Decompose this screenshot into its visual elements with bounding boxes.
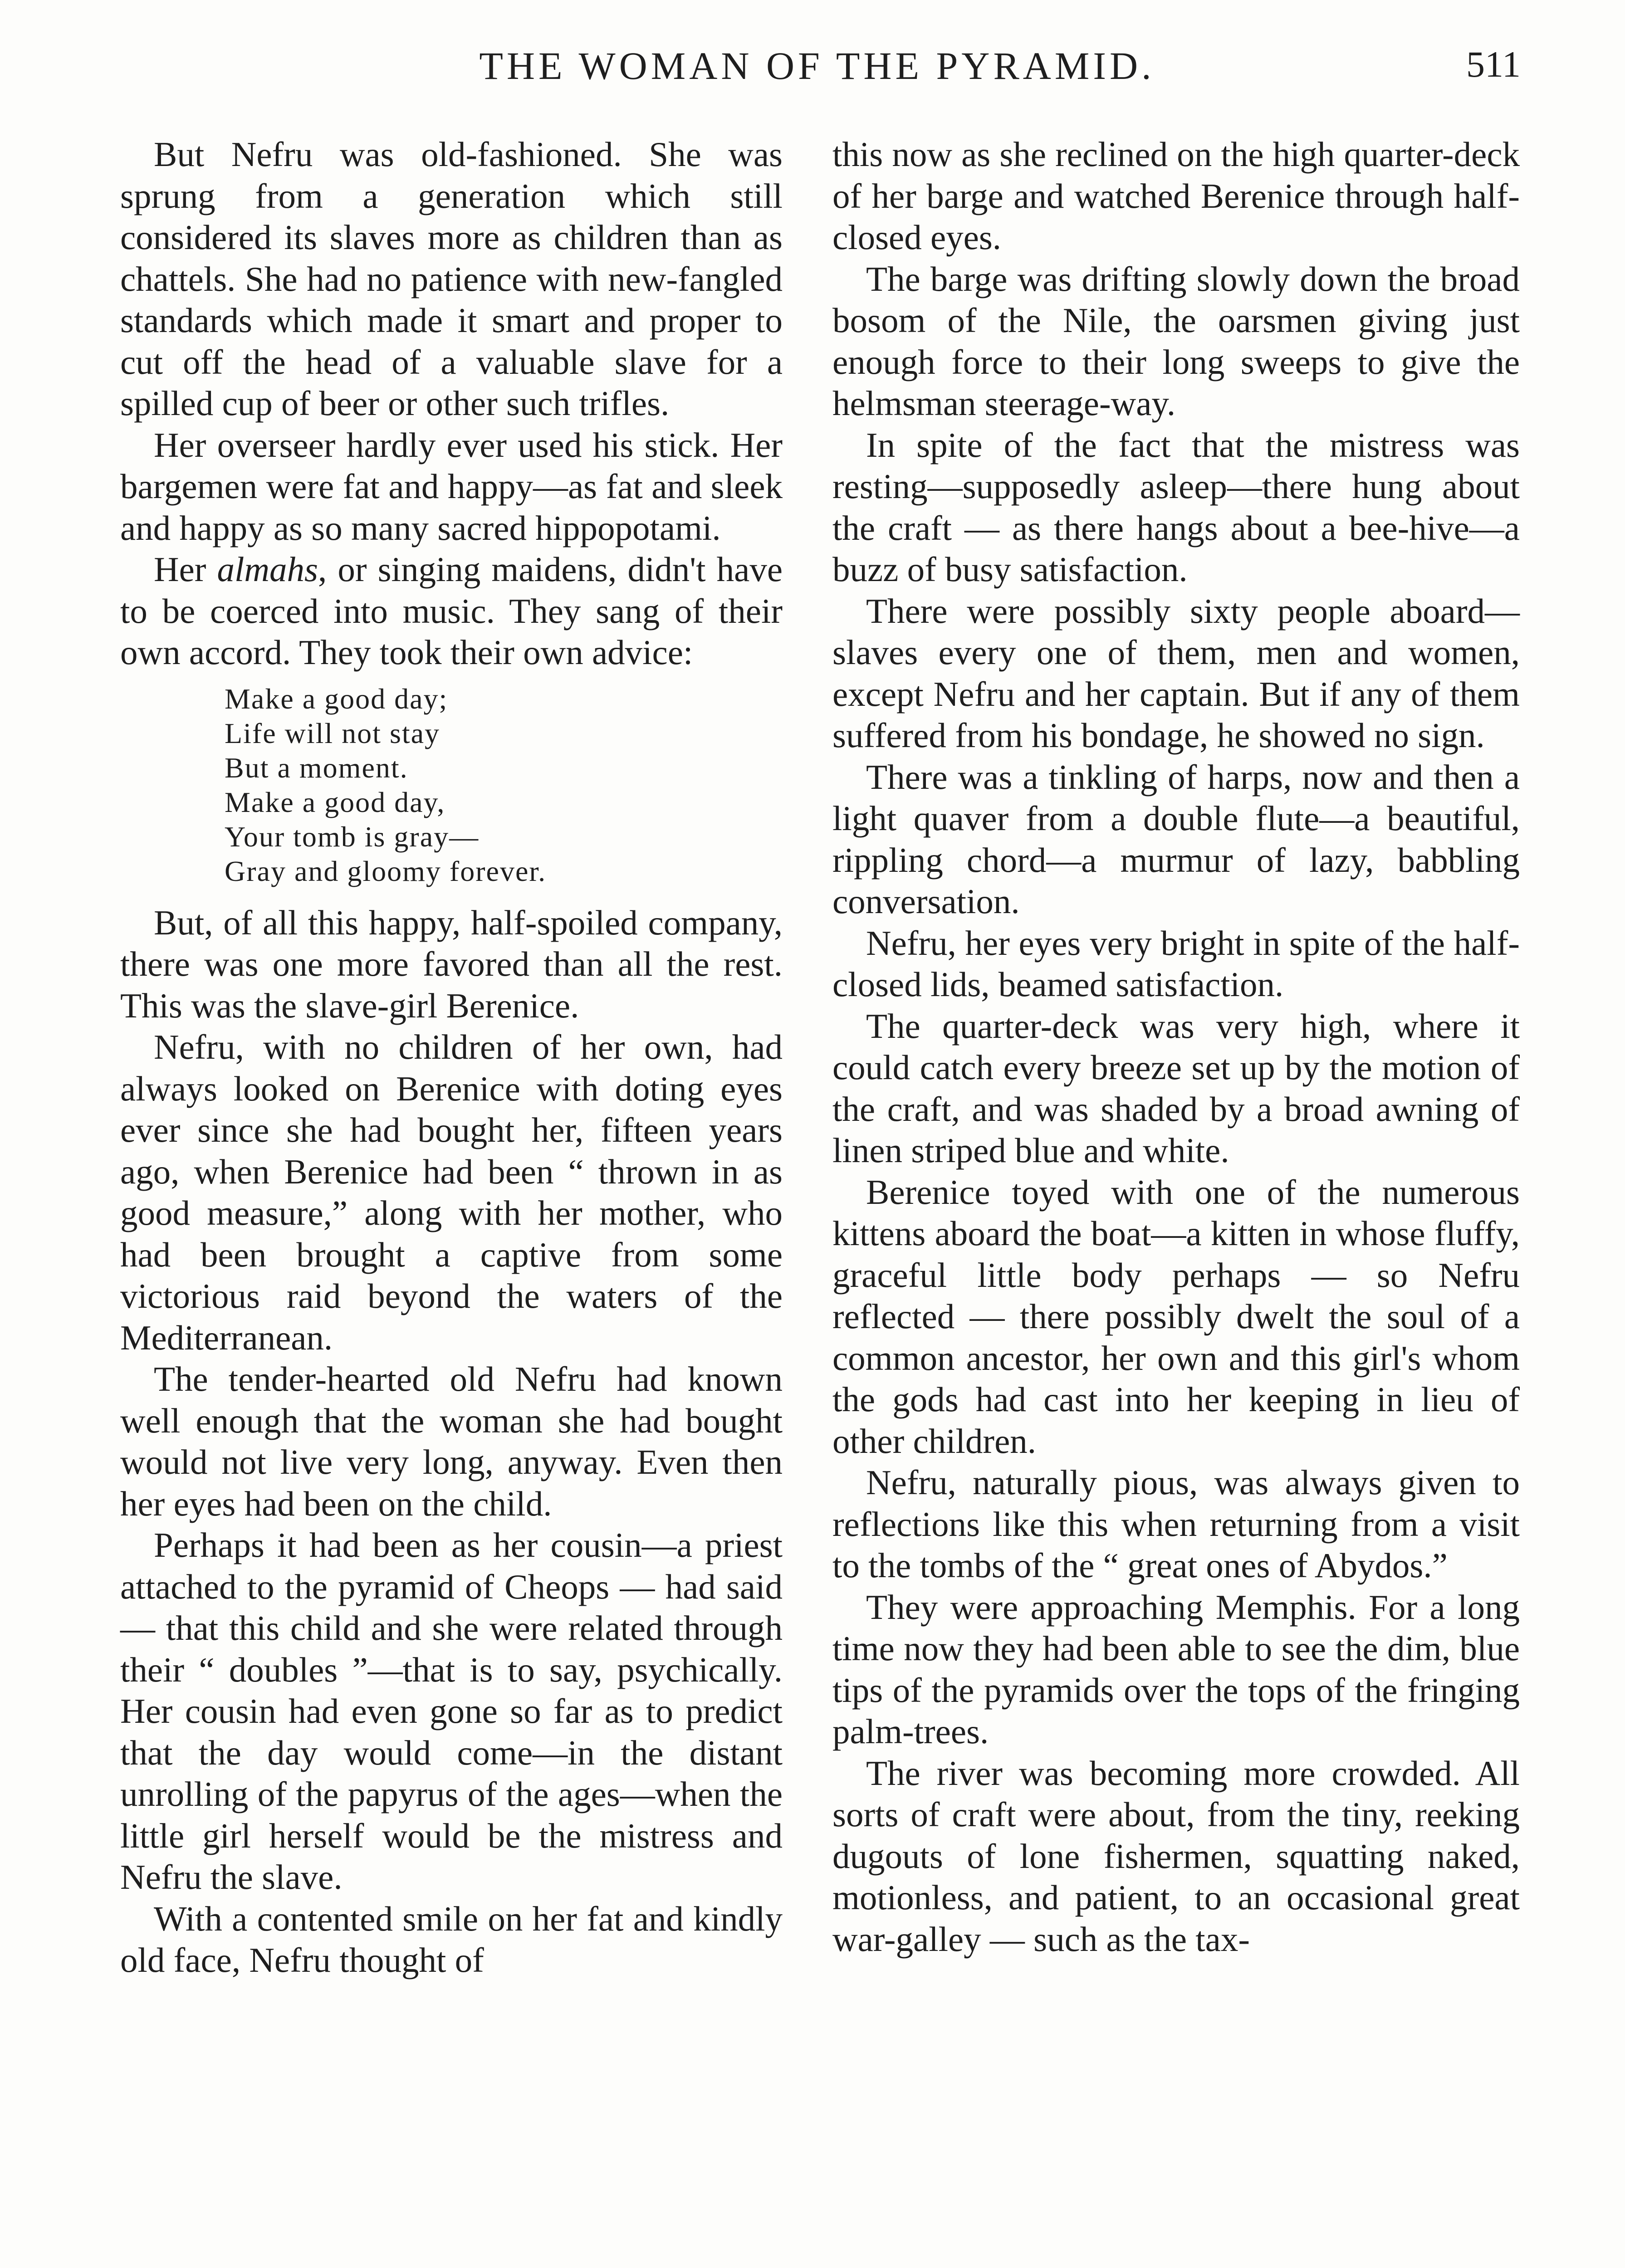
paragraph: In spite of the fact that the mistress was resting—supposedly asleep—there hung about the craft — as there hangs about a bee-hive—a buzz of busy satisfaction. xyxy=(832,425,1520,589)
paragraph: Her overseer hardly ever used his stick. Her bargemen were fat and happy—as fat and sleek and happy as so many sacred hippopotami. xyxy=(120,425,783,547)
paragraph: Berenice toyed with one of the numerous kittens aboard the boat—a kitten in whose fluffy, graceful little body perhaps — so Nefru reflected — there possibly dwelt the soul of a common ancestor, her own and this girl's whom the gods had cast into her keeping in lieu of other children. xyxy=(832,1172,1520,1461)
poem-line: But a moment. xyxy=(225,751,408,784)
paragraph: With a contented smile on her fat and kindly old face, Nefru thought of xyxy=(120,1899,783,1980)
paragraph: Nefru, her eyes very bright in spite of the half-closed lids, beamed satisfaction. xyxy=(832,923,1520,1004)
poem-stanza xyxy=(225,682,783,889)
paragraph: There were possibly sixty people aboard—slaves every one of them, men and women, except Nefru and her captain. But if any of them suffered from his bondage, he showed no sign. xyxy=(832,591,1520,755)
page-number: 511 xyxy=(1466,44,1521,85)
paragraph: Perhaps it had been as her cousin—a priest attached to the pyramid of Cheops — had said — that this child and she were related through their “ doubles ”—that is to say, psychically. Her cousin had even gone so far as to predict that the day would come—in the distant unrolling of the papyrus of the ages—when the little girl herself would be the mistress and Nefru the slave. xyxy=(120,1525,783,1897)
paragraph: There was a tinkling of harps, now and then a light quaver from a double flute—a beautiful, rippling chord—a murmur of lazy, babbling conversation. xyxy=(832,757,1520,921)
paragraph-text: , or singing maidens, didn't have to be coerced into music. They sang of their own accord. They took their own advice: xyxy=(120,550,783,672)
running-title: THE WOMAN OF THE PYRAMID. xyxy=(479,44,1155,88)
paragraph-text: Her xyxy=(154,550,217,589)
paragraph: But Nefru was old-fashioned. She was sprung from a generation which still considered its slaves more as children than as chattels. She had no patience with new-fangled standards which made it smart and proper to cut off the head of a valuable slave for a spilled cup of beer or other such trifles. xyxy=(120,135,783,423)
right-column xyxy=(832,134,1520,2268)
paragraph: The tender-hearted old Nefru had known well enough that the woman she had bought would not live very long, anyway. Even then her eyes had been on the child. xyxy=(120,1359,783,1523)
page-header xyxy=(113,43,1521,98)
paragraph: But, of all this happy, half-spoiled company, there was one more favored than all the rest. This was the slave-girl Berenice. xyxy=(120,903,783,1025)
paragraph: this now as she reclined on the high quarter-deck of her barge and watched Berenice through half-closed eyes. xyxy=(832,135,1520,257)
paragraph: The barge was drifting slowly down the broad bosom of the Nile, the oarsmen giving just enough force to their long sweeps to give the helmsman steerage-way. xyxy=(832,259,1520,423)
paragraph: They were approaching Memphis. For a long time now they had been able to see the dim, blue tips of the pyramids over the tops of the fringing palm-trees. xyxy=(832,1587,1520,1751)
poem-line: Make a good day; xyxy=(225,682,448,715)
poem-line: Your tomb is gray— xyxy=(225,820,480,853)
poem-line: Gray and gloomy forever. xyxy=(225,855,547,887)
paragraph: Nefru, with no children of her own, had always looked on Berenice with doting eyes ever since she had bought her, fifteen years ago, when Berenice had been “ thrown in as good measure,” along with her mother, who had been brought a captive from some victorious raid beyond the waters of the Mediterranean. xyxy=(120,1027,783,1357)
poem-line: Life will not stay xyxy=(225,717,441,749)
paragraph xyxy=(120,549,783,674)
paragraph: The quarter-deck was very high, where it could catch every breeze set up by the motion of the craft, and was shaded by a broad awning of linen striped blue and white. xyxy=(832,1006,1520,1170)
italic-word: almahs xyxy=(217,550,318,589)
paragraph: The river was becoming more crowded. All sorts of craft were about, from the tiny, reeking dugouts of lone fishermen, squatting naked, motionless, and patient, to an occasional great war-galley — such as the tax- xyxy=(832,1753,1520,1959)
paragraph: Nefru, naturally pious, was always given to reflections like this when returning from a visit to the tombs of the “ great ones of Abydos.” xyxy=(832,1463,1520,1585)
poem-line: Make a good day, xyxy=(225,786,445,818)
left-column xyxy=(120,134,783,2268)
